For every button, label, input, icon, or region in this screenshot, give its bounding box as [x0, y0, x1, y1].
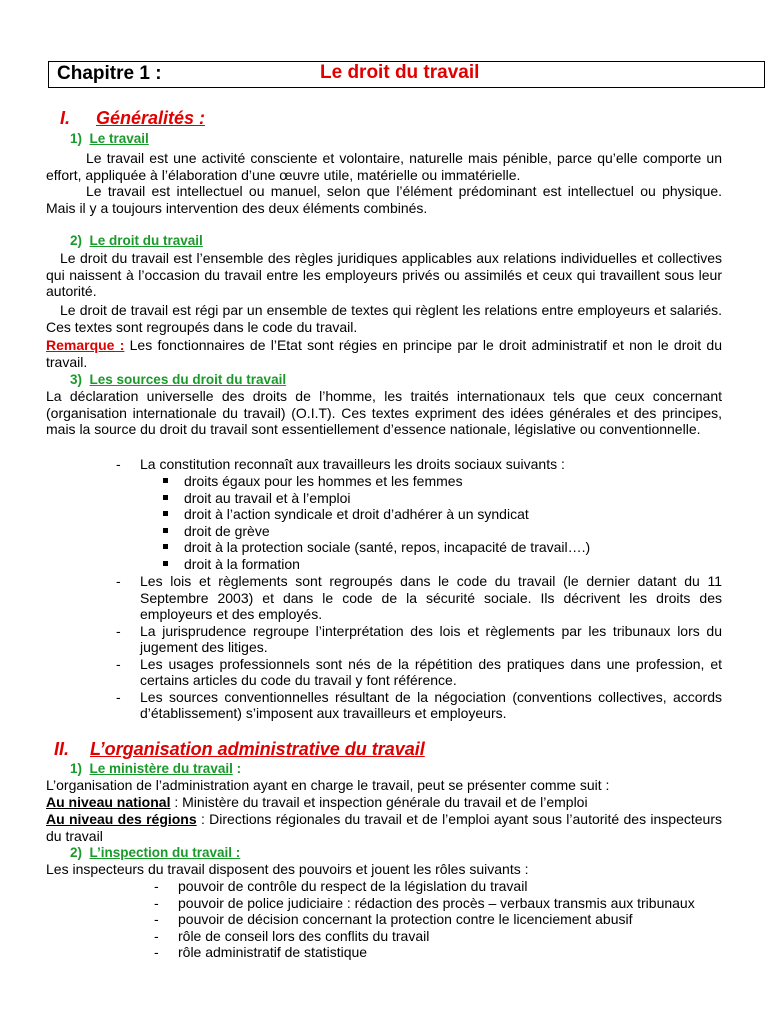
list-item: - rôle de conseil lors des conflits du travail — [154, 928, 722, 945]
paragraph: Le droit du travail est l’ensemble des règles juridiques applicables aux relations individuelles et collectives qui naissent à l’occasion du travail entre les employeurs privés ou assimilés et ceux qui travaillent sous leur autorité. — [46, 250, 722, 299]
subsection-number: 2) — [70, 233, 83, 248]
national-level-text: : Ministère du travail et inspection générale du travail et de l’emploi — [170, 794, 588, 810]
paragraph: Le travail est une activité consciente et volontaire, naturelle mais pénible, parce qu’elle comporte un effort, appliquée à l’élaboration d’une œuvre utile, matérielle ou immatérielle. — [46, 150, 722, 183]
list-item: - La jurisprudence regroupe l’interprétation des lois et règlements par les tribunaux lors du jugement des litiges. — [116, 623, 722, 656]
remark-label: Remarque : — [46, 337, 125, 353]
paragraph: La déclaration universelle des droits de l’homme, les traités internationaux tels que ceux concernant (organisation internationale du travail) (O.I.T). Ces textes expriment des idées générales et des principes, mais la source du droit du travail sont essentiellement d’essence nationale, législative ou conventionnelle. — [46, 388, 722, 437]
subsection-2-2-heading — [70, 845, 240, 860]
remark-paragraph — [46, 337, 722, 370]
subsection-number: 1) — [70, 131, 83, 146]
roles-list — [154, 878, 722, 961]
constitution-list — [116, 456, 722, 473]
section-1-title: Généralités : — [96, 108, 206, 128]
list-item: - Les usages professionnels sont nés de la répétition des pratiques dans une profession, et certains articles du code du travail y font référence. — [116, 656, 722, 689]
rights-list — [160, 473, 722, 572]
subsection-1-3-heading — [70, 372, 286, 387]
national-level-paragraph — [46, 794, 722, 811]
list-item: droit au travail et à l’emploi — [160, 490, 722, 507]
paragraph: Le travail est intellectuel ou manuel, selon que l’élément prédominant est intellectuel ou physique. Mais il y a toujours intervention des deux éléments combinés. — [46, 183, 722, 216]
chapter-header — [48, 61, 765, 88]
list-item: - pouvoir de contrôle du respect de la législation du travail — [154, 878, 722, 895]
section-2-number: II. — [54, 739, 70, 759]
subsection-title: L’inspection du travail : — [89, 845, 241, 860]
list-item: droit à la formation — [160, 556, 722, 573]
chapter-title: Le droit du travail — [320, 62, 480, 83]
list-item: droit de grève — [160, 523, 722, 540]
section-2-title: L’organisation administrative du travail — [90, 739, 425, 759]
subsection-number: 2) — [70, 845, 83, 860]
subsection-title: Le ministère du travail — [89, 761, 233, 776]
paragraph: Le droit de travail est régi par un ensemble de textes qui règlent les relations entre employeurs et salariés. Ces textes sont regroupés dans le code du travail. — [46, 302, 722, 335]
subsection-1-2-heading — [70, 233, 203, 248]
subsection-title: Les sources du droit du travail — [89, 372, 287, 387]
subsection-1-1-heading — [70, 131, 149, 146]
subsection-title: Le travail — [89, 131, 149, 146]
paragraph: L’organisation de l’administration ayant en charge le travail, peut se présenter comme suit : — [46, 777, 610, 793]
section-1-number: I. — [60, 108, 71, 128]
section-2-heading — [54, 739, 425, 760]
list-item: - rôle administratif de statistique — [154, 944, 722, 961]
national-level-label: Au niveau national — [46, 794, 171, 810]
list-item: - Les lois et règlements sont regroupés dans le code du travail (le dernier datant du 11 Septembre 2003) et dans le code de la sécurité sociale. Ils décrivent les droits des employeurs et des employés. — [116, 573, 722, 623]
list-item: - pouvoir de décision concernant la protection contre le licenciement abusif — [154, 911, 722, 928]
regions-level-paragraph — [46, 811, 722, 844]
subsection-number: 3) — [70, 372, 83, 387]
list-item: - Les sources conventionnelles résultant de la négociation (conventions collectives, accords d’établissement) s’imposent aux travailleurs et employeurs. — [116, 689, 722, 722]
remark-text: Les fonctionnaires de l’Etat sont régies en principe par le droit administratif et non le droit du travail. — [46, 337, 722, 370]
regions-level-label: Au niveau des régions — [46, 811, 197, 827]
regions-level-text: : Directions régionales du travail et de l’emploi ayant sous l’autorité des inspecteurs du travail — [46, 811, 723, 844]
list-item: droits égaux pour les hommes et les femmes — [160, 473, 722, 490]
subsection-title: Le droit du travail — [89, 233, 203, 248]
section-1-heading — [60, 108, 205, 129]
list-item: droit à la protection sociale (santé, repos, incapacité de travail….) — [160, 539, 722, 556]
sources-list — [116, 573, 722, 722]
subsection-colon: : — [232, 761, 242, 776]
list-item: - La constitution reconnaît aux travailleurs les droits sociaux suivants : — [116, 456, 722, 473]
chapter-label: Chapitre 1 : — [57, 63, 162, 84]
subsection-number: 1) — [70, 761, 83, 776]
list-item: droit à l’action syndicale et droit d’adhérer à un syndicat — [160, 506, 722, 523]
subsection-2-1-heading — [70, 761, 241, 776]
paragraph: Les inspecteurs du travail disposent des pouvoirs et jouent les rôles suivants : — [46, 861, 529, 877]
list-item: - pouvoir de police judiciaire : rédaction des procès – verbaux transmis aux tribunaux — [154, 895, 722, 912]
